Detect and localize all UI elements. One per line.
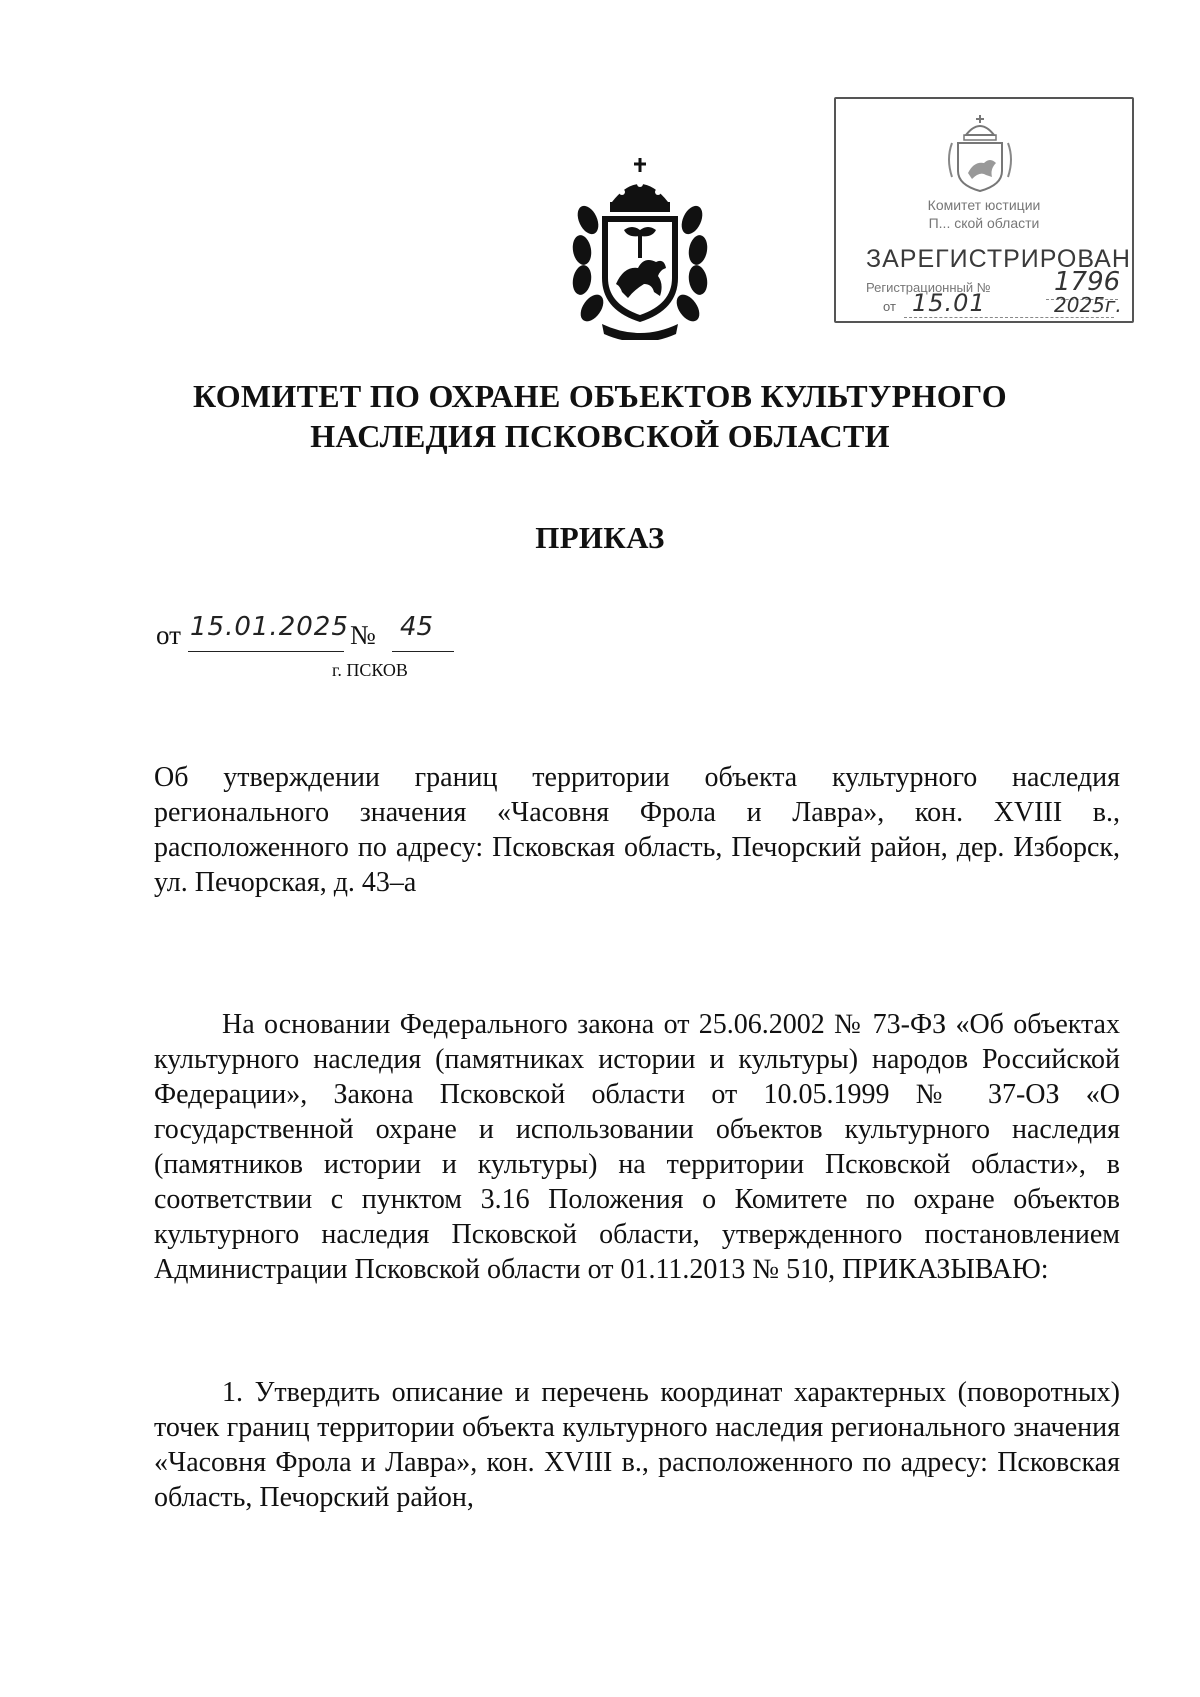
document-title: ПРИКАЗ xyxy=(535,520,665,555)
stamp-registered-label: ЗАРЕГИСТРИРОВАН xyxy=(866,245,1131,273)
stamp-date-underline xyxy=(904,317,1114,318)
stamp-organization-line2: П... ской области xyxy=(928,215,1040,231)
stamp-organization-line1: Комитет юстиции xyxy=(927,197,1041,213)
stamp-date-value: 15.01 xyxy=(912,289,986,317)
order-item-1: 1. Утвердить описание и перечень координат характерных (поворотных) точек границ территории объекта культурного наследия регионального значения «Часовня Фрола и Лавра», кон. XVIII в., расположенного по адресу: Псковская область, Печорский район, xyxy=(154,1377,1120,1513)
order-date-label: от xyxy=(156,620,181,650)
order-number-underline xyxy=(392,651,454,652)
stamp-year-value: 2025г. xyxy=(1054,293,1122,317)
organization-name-line2: НАСЛЕДИЯ ПСКОВСКОЙ ОБЛАСТИ xyxy=(310,418,890,454)
registration-stamp xyxy=(834,97,1134,323)
order-date-underline xyxy=(188,651,344,652)
stamp-number-value: 1796 xyxy=(1054,267,1121,297)
order-date-value: 15.01.2025 xyxy=(190,612,349,642)
stamp-number-label: Регистрационный № xyxy=(866,280,991,295)
order-subject: Об утверждении границ территории объекта культурного наследия регионального значения «Часовня Фрола и Лавра», кон. XVIII в., расположенного по адресу: Псковская область, Печорский район, дер. Изборск, ул. Печорская, д. 43–а xyxy=(154,762,1120,898)
stamp-date-prefix: от xyxy=(883,299,896,314)
order-number-value: 45 xyxy=(400,612,434,642)
order-city: г. ПСКОВ xyxy=(332,660,408,680)
pskov-coat-of-arms-icon xyxy=(572,158,708,340)
organization-name-line1: КОМИТЕТ ПО ОХРАНЕ ОБЪЕКТОВ КУЛЬТУРНОГО xyxy=(193,378,1007,414)
legal-basis-paragraph: На основании Федерального закона от 25.06.2002 № 73-ФЗ «Об объектах культурного наследия (памятниках истории и культуры) народов Российской Федерации», Закона Псковской области от 10.05.1999 № 37-ОЗ «О государственной охране и использовании объектов культурного наследия (памятников истории и культуры) на территории Псковской области», в соответствии с пунктом 3.16 Положения о Комитете по охране объектов культурного наследия Псковской области, утвержденного постановлением Администрации Псковской области от 01.11.2013 № 510, ПРИКАЗЫВАЮ: xyxy=(154,1009,1120,1285)
coat-of-arms-emblem-icon xyxy=(940,113,1020,193)
order-number-label: № xyxy=(350,620,376,650)
